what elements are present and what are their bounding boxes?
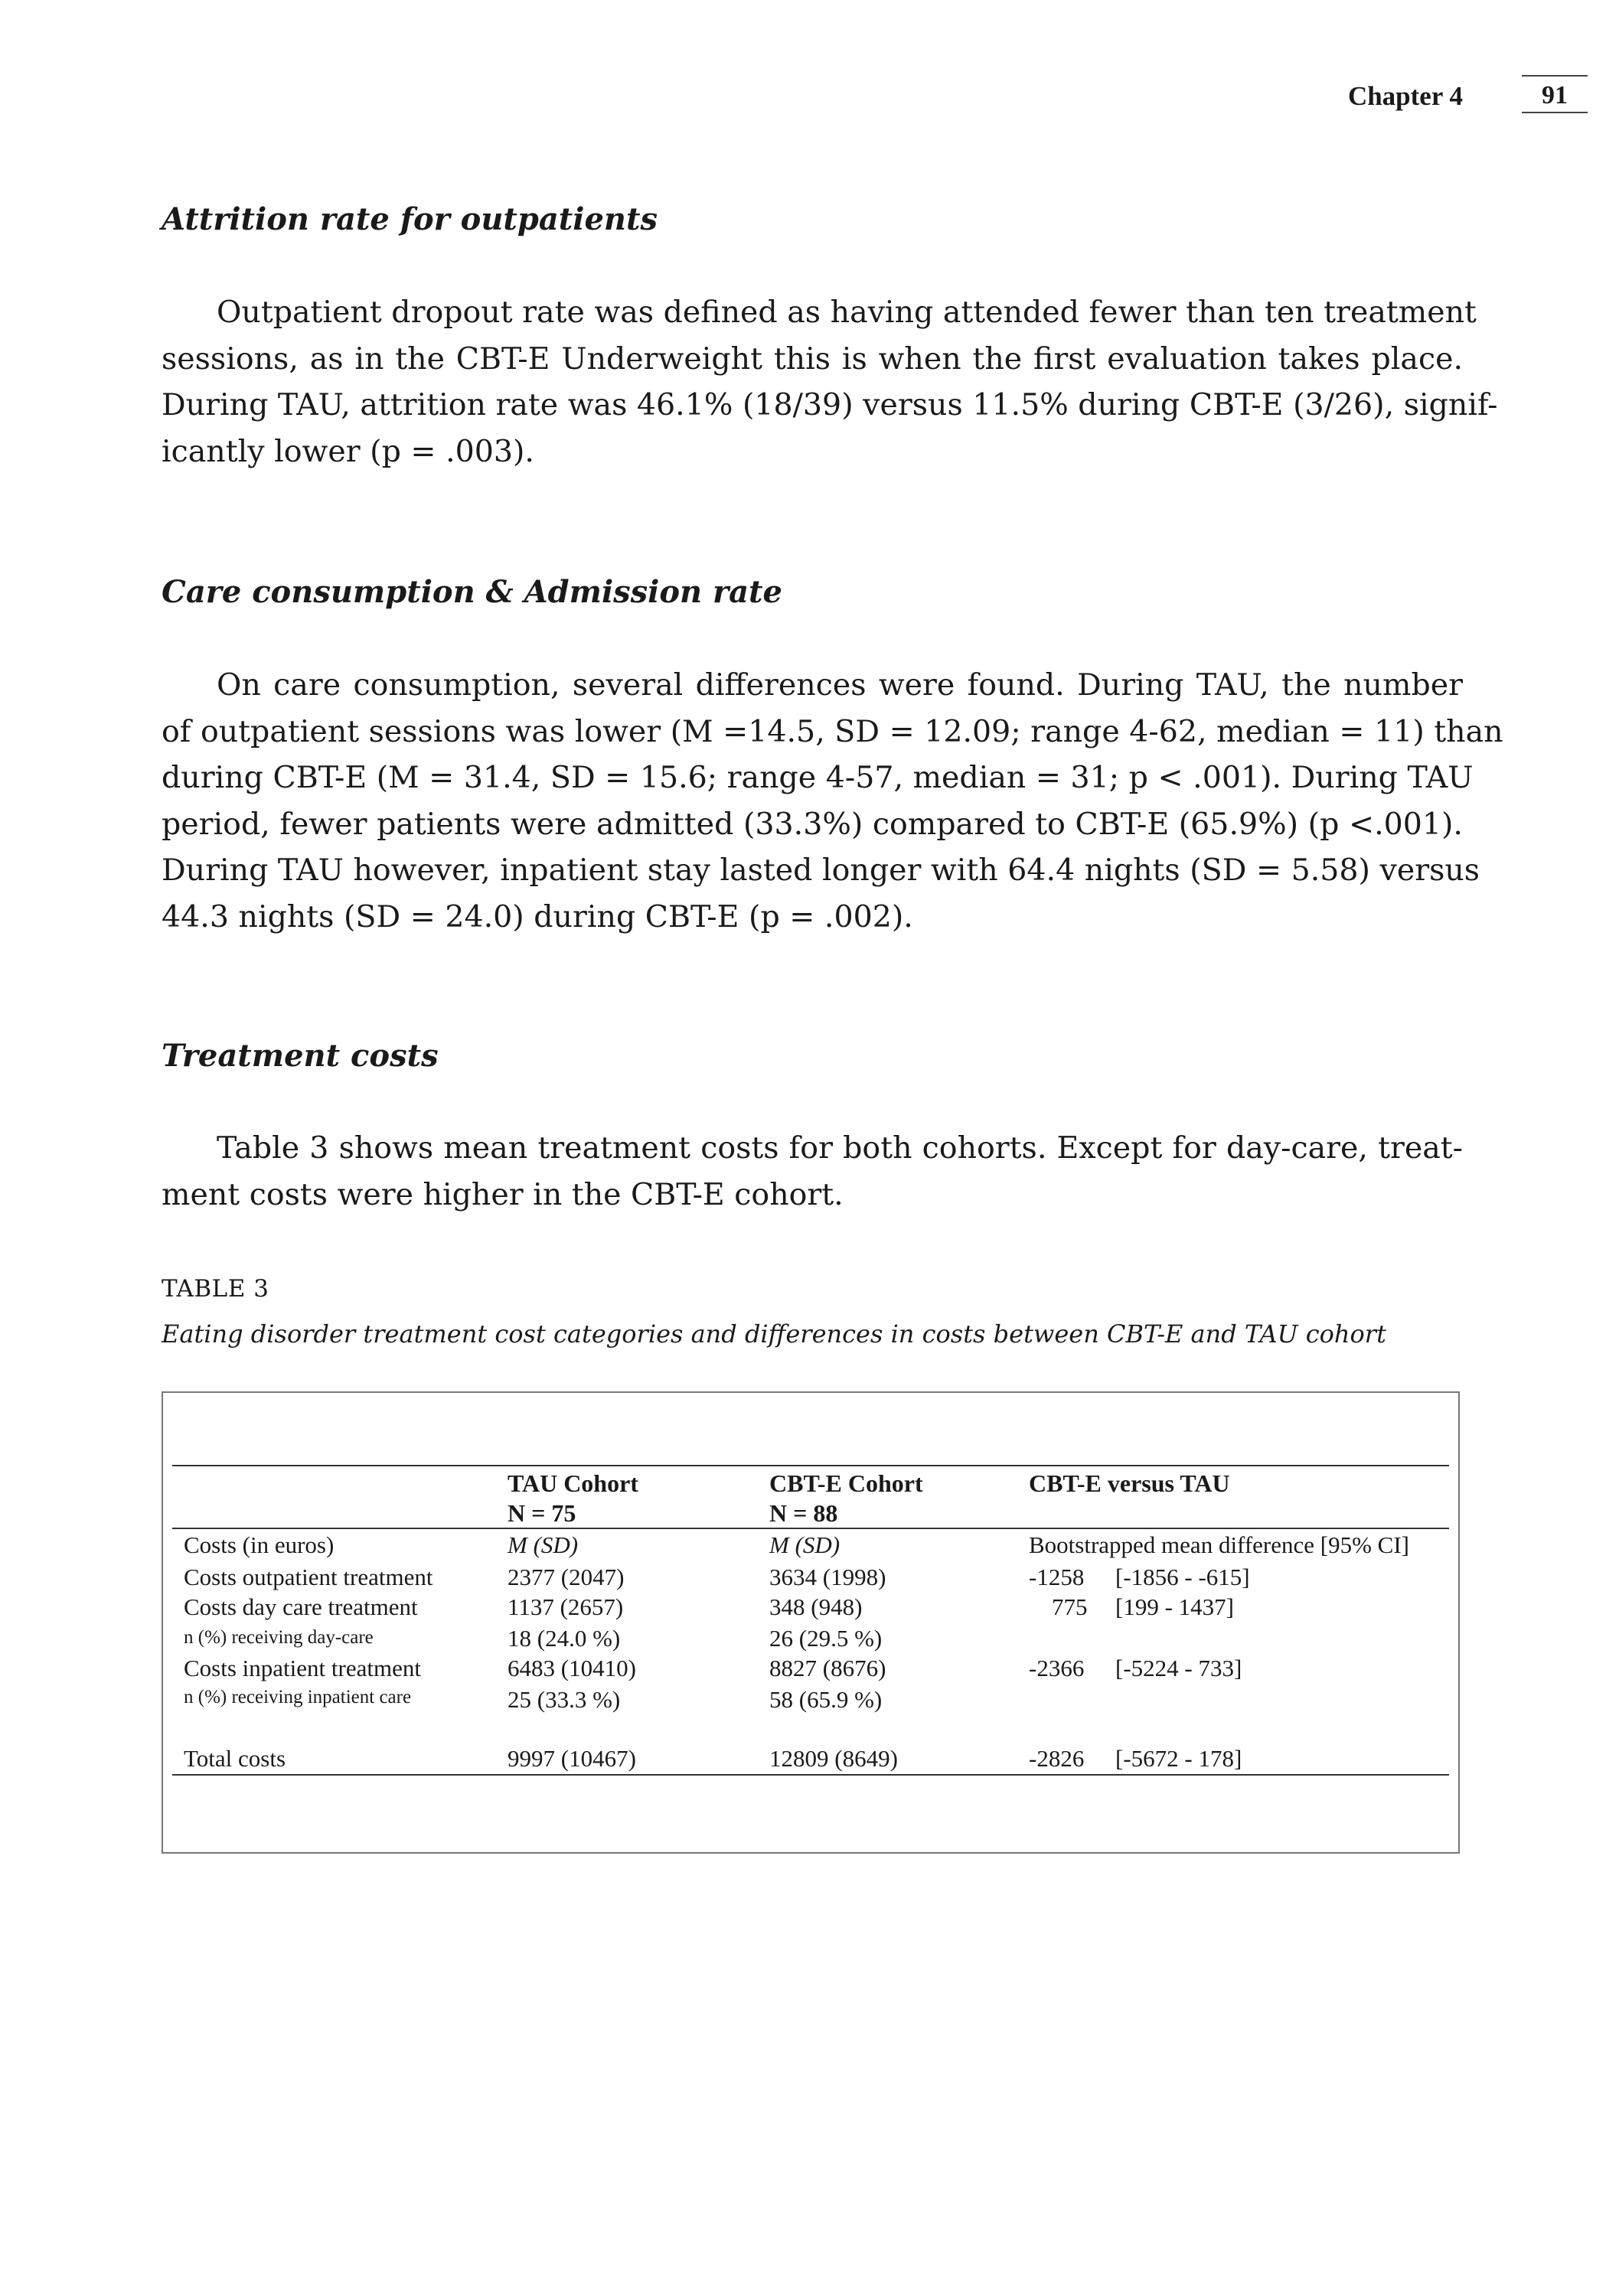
table-top-rule xyxy=(172,1465,1449,1466)
table-bottom-rule xyxy=(172,1774,1449,1776)
text-line: On care consumption, several differences were found. During TAU, the number xyxy=(217,667,1463,703)
row-cbt: 58 (65.9 %) xyxy=(769,1686,883,1713)
total-cbt: 12809 (8649) xyxy=(769,1745,898,1772)
row-diff: 775 xyxy=(1052,1593,1088,1620)
section-heading-treatment-costs: Treatment costs xyxy=(162,1038,439,1074)
row-ci: [199 - 1437] xyxy=(1115,1593,1234,1620)
row-label: n (%) receiving inpatient care xyxy=(184,1687,412,1707)
row-tau: 18 (24.0 %) xyxy=(508,1625,621,1652)
row-tau: 6483 (10410) xyxy=(508,1655,636,1681)
text-line: icantly lower (p = .003). xyxy=(162,433,534,469)
row-label: Costs inpatient treatment xyxy=(184,1655,421,1681)
paragraph-treatment-costs xyxy=(162,1125,1463,1218)
col-header-tau-n: N = 75 xyxy=(508,1499,576,1527)
row-cbt: 3634 (1998) xyxy=(769,1564,886,1590)
table-label: TABLE 3 xyxy=(162,1275,269,1303)
text-line: During TAU however, inpatient stay lasted longer with 64.4 nights (SD = 5.58) versus xyxy=(162,853,1480,888)
row-label: Costs day care treatment xyxy=(184,1593,418,1620)
text-line: Outpatient dropout rate was defined as having attended fewer than ten treatment xyxy=(217,295,1477,330)
row-cbt: 348 (948) xyxy=(769,1593,863,1620)
row-cbt: 8827 (8676) xyxy=(769,1655,886,1681)
section-heading-attrition: Attrition rate for outpatients xyxy=(162,201,658,237)
row-ci: [-1856 - -615] xyxy=(1115,1564,1250,1590)
total-tau: 9997 (10467) xyxy=(508,1745,636,1772)
text-line: During TAU, attrition rate was 46.1% (18/39) versus 11.5% during CBT-E (3/26), signif- xyxy=(162,387,1498,422)
row-tau: 25 (33.3 %) xyxy=(508,1686,621,1713)
row-ci: [-5224 - 733] xyxy=(1115,1655,1242,1681)
text-line: period, fewer patients were admitted (33.3%) compared to CBT-E (65.9%) (p <.001). xyxy=(162,806,1463,842)
text-line: 44.3 nights (SD = 24.0) during CBT-E (p = .002). xyxy=(162,899,913,934)
running-head xyxy=(0,80,1619,126)
table-caption: Eating disorder treatment cost categories and differences in costs between CBT-E and TAU cohort xyxy=(162,1319,1386,1349)
total-label: Total costs xyxy=(184,1745,286,1772)
paragraph-care-consumption xyxy=(162,662,1503,940)
row-label: n (%) receiving day-care xyxy=(184,1627,374,1648)
text-line: of outpatient sessions was lower (M =14.5, SD = 12.09; range 4-62, median = 11) than xyxy=(162,713,1503,749)
row-label: Costs outpatient treatment xyxy=(184,1564,433,1590)
text-line: ment costs were higher in the CBT-E cohort. xyxy=(162,1176,844,1212)
row-tau: 1137 (2657) xyxy=(508,1593,624,1620)
text-line: sessions, as in the CBT-E Underweight this is when the first evaluation takes place. xyxy=(162,341,1463,377)
table-header-rule xyxy=(172,1528,1449,1529)
chapter-label: Chapter 4 xyxy=(1347,81,1463,111)
subheader-cbt: M (SD) xyxy=(769,1531,841,1558)
row-cbt: 26 (29.5 %) xyxy=(769,1625,883,1652)
total-ci: [-5672 - 178] xyxy=(1115,1745,1242,1772)
col-header-cbt-n: N = 88 xyxy=(769,1499,838,1527)
page-number: 91 xyxy=(1522,75,1588,113)
row-tau: 2377 (2047) xyxy=(508,1564,625,1590)
total-diff: -2826 xyxy=(1029,1745,1085,1772)
paragraph-attrition xyxy=(162,289,1498,475)
subheader-tau: M (SD) xyxy=(508,1531,579,1558)
col-header-tau: TAU Cohort xyxy=(508,1469,638,1497)
subheader-diff: Bootstrapped mean difference [95% CI] xyxy=(1029,1531,1409,1558)
row-diff: -2366 xyxy=(1029,1655,1085,1681)
row-diff: -1258 xyxy=(1029,1564,1085,1590)
text-line: during CBT-E (M = 31.4, SD = 15.6; range 4-57, median = 31; p < .001). During TAU xyxy=(162,760,1474,795)
cost-table xyxy=(162,1391,1460,1854)
text-line: Table 3 shows mean treatment costs for both cohorts. Except for day-care, treat- xyxy=(217,1130,1463,1166)
col-header-cbt: CBT-E Cohort xyxy=(769,1469,923,1497)
section-heading-care-consumption: Care consumption & Admission rate xyxy=(162,574,782,610)
subheader-label: Costs (in euros) xyxy=(184,1531,335,1558)
col-header-diff: CBT-E versus TAU xyxy=(1029,1469,1230,1497)
